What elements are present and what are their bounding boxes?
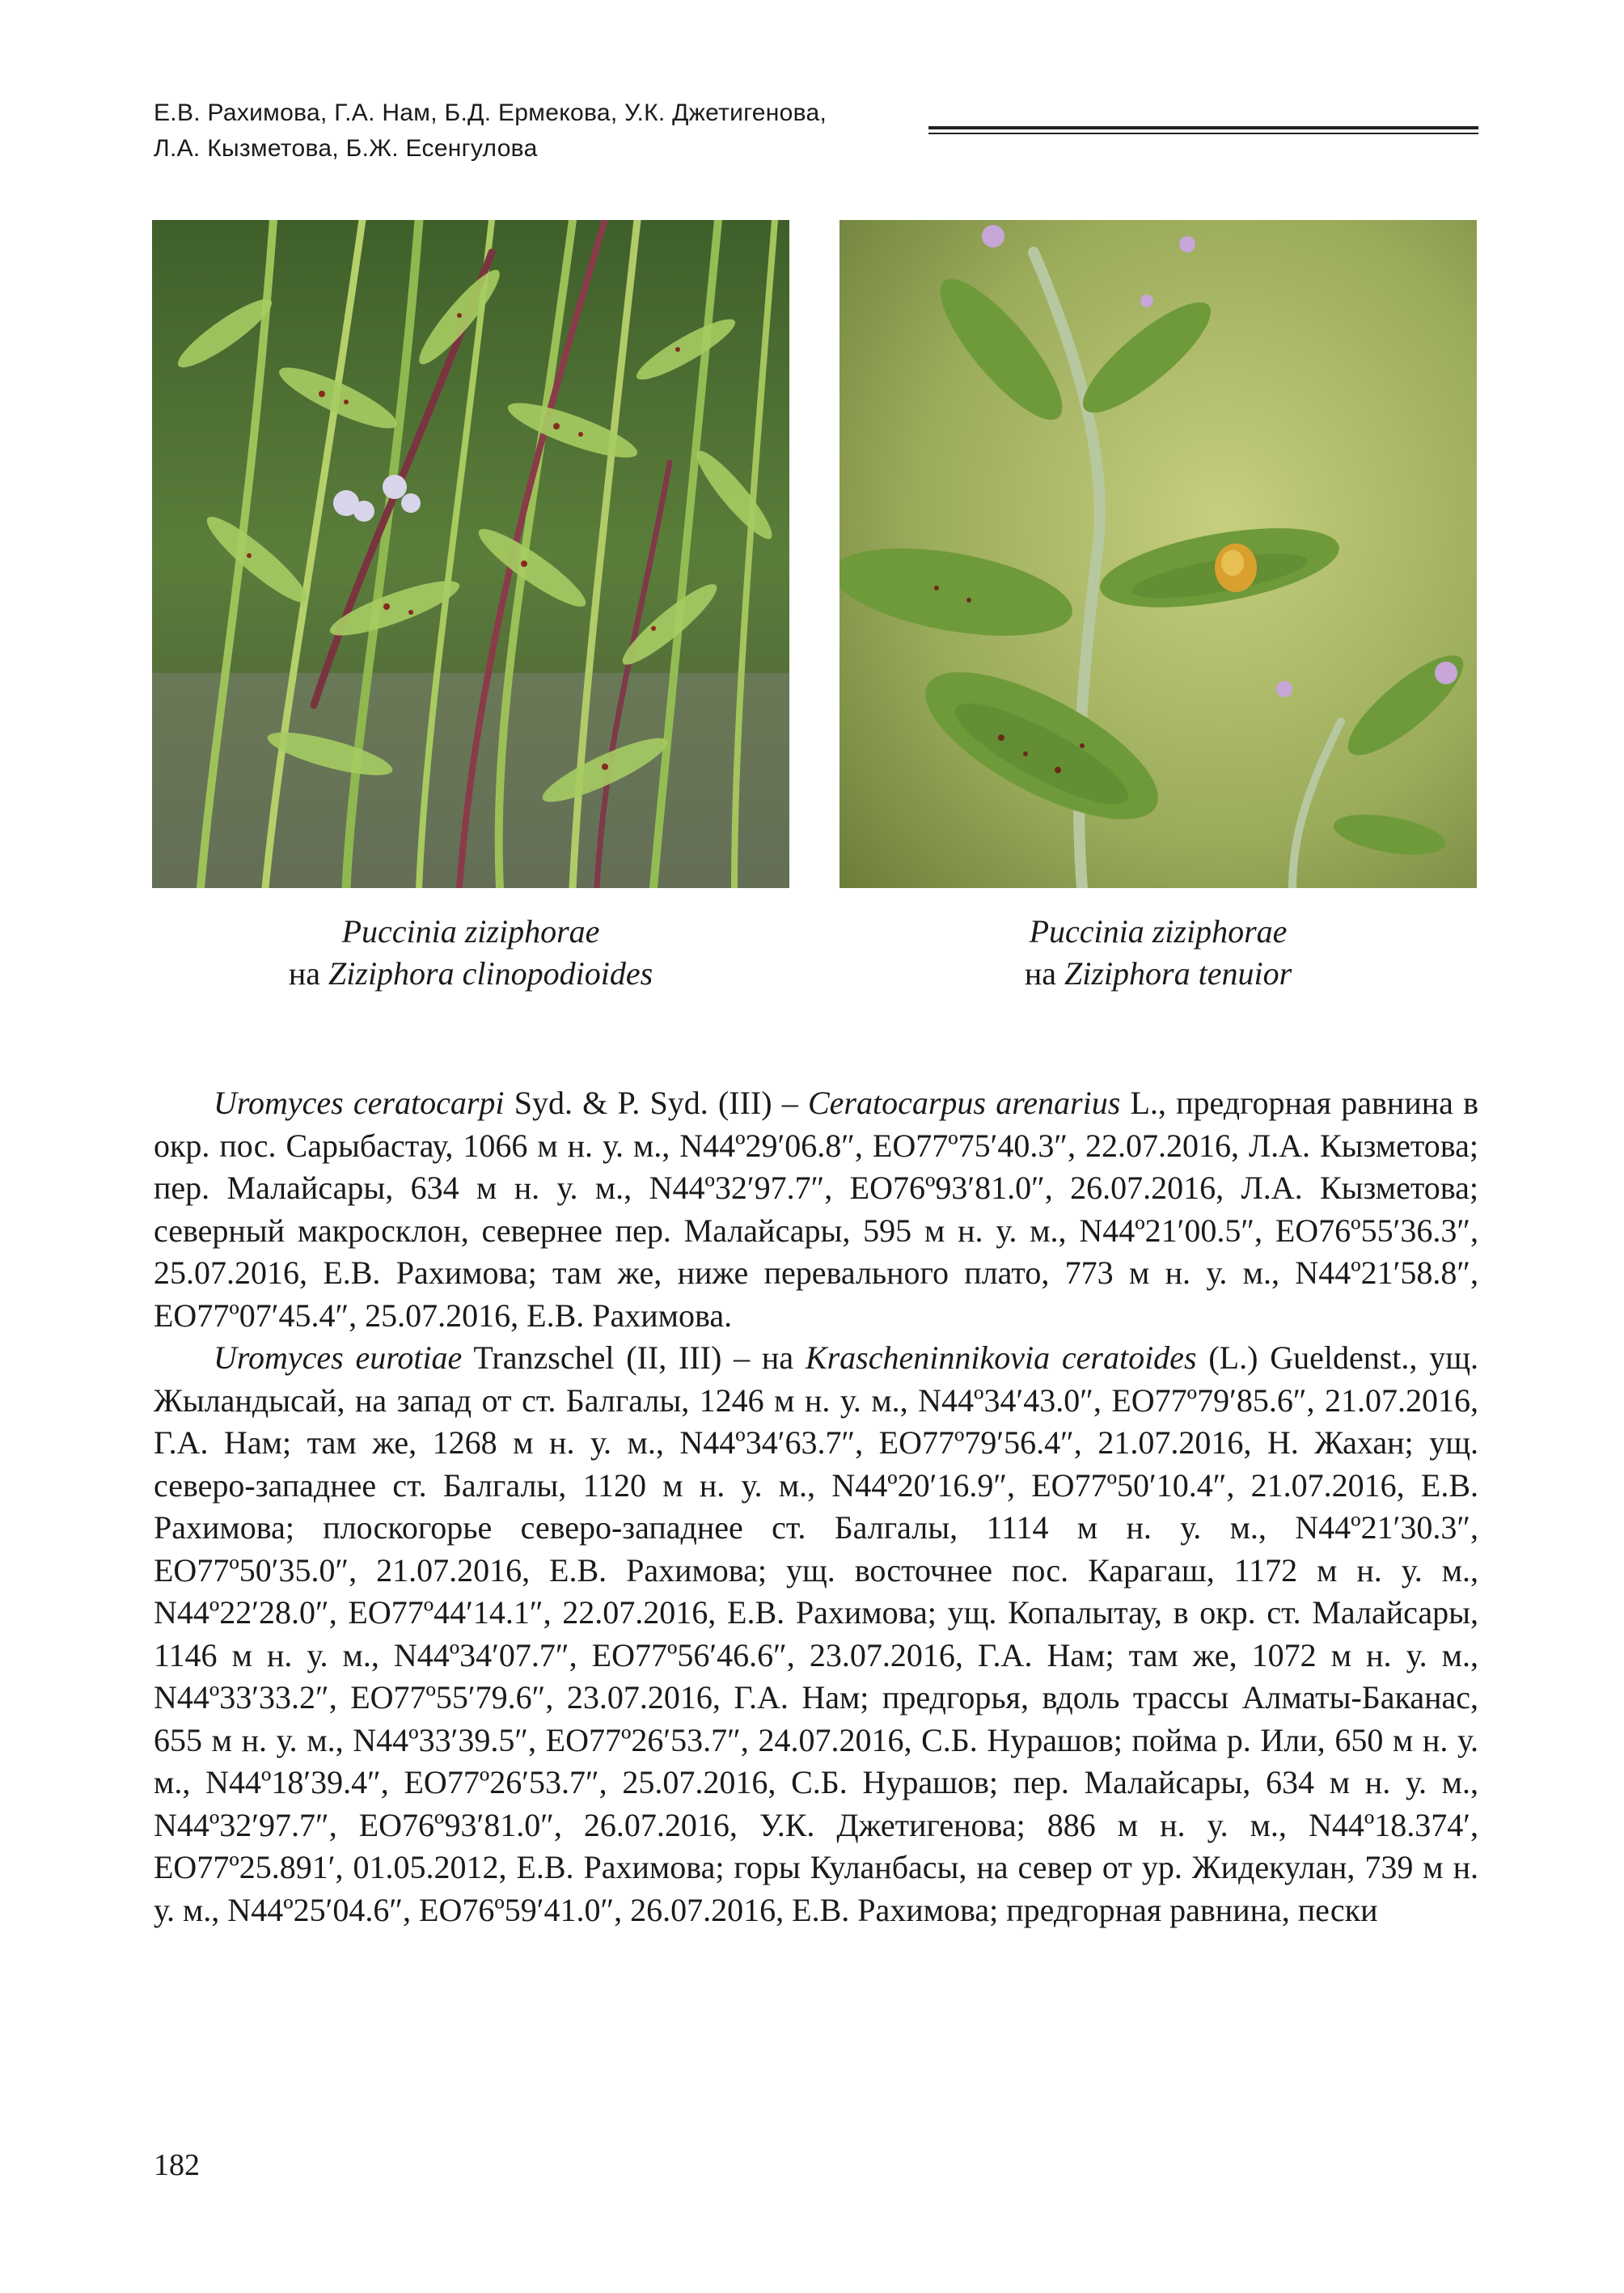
caption-species: Puccinia ziziphorae <box>1029 913 1288 950</box>
photo-ziziphora-clinopodioides <box>152 220 789 888</box>
host-name: Ceratocarpus arenarius <box>807 1085 1121 1121</box>
caption-preposition: на <box>288 955 321 992</box>
photo-ziziphora-tenuior <box>839 220 1477 888</box>
header-rule <box>928 126 1478 134</box>
header-authors-line2: Л.А. Кызметова, Б.Ж. Есенгулова <box>154 135 538 162</box>
paragraph-uromyces-eurotiae <box>154 1337 1478 1931</box>
article-body <box>154 1082 1478 1931</box>
host-name: Krascheninnikovia ceratoides <box>805 1339 1197 1376</box>
header-authors-line1: Е.В. Рахимова, Г.А. Нам, Б.Д. Ермекова, У.К. Джетигенова, <box>154 99 827 126</box>
running-header <box>154 95 898 167</box>
caption-host: Ziziphora clinopodioides <box>328 955 653 992</box>
paragraph-uromyces-ceratocarpi <box>154 1082 1478 1337</box>
page-number: 182 <box>154 2148 200 2182</box>
figure-caption-right <box>839 911 1477 995</box>
caption-species: Puccinia ziziphorae <box>341 913 600 950</box>
paragraph-text: L., предгорная равнина в окр. пос. Сарыбастау, 1066 м н. у. м., N44º29′06.8″, ЕО77º75′40.3″, 22.07.2016, Л.А. Кызметова; пер. Малайсары, 634 м н. у. м., N44º32′97.7″, ЕО76º93′81.0″, 26.07.2016, Л.А. Кызметова; северный макросклон, севернее пер. Малайсары, 595 м н. у. м., N44º21′00.5″, ЕО76º55′36.3″, 25.07.2016, Е.В. Рахимова; там же, ниже перевального плато, 773 м н. у. м., N44º21′58.8″, ЕО77º07′45.4″, 25.07.2016, Е.В. Рахимова. <box>154 1085 1478 1334</box>
taxon-authority: Tranzschel (II, III) – на <box>462 1339 806 1376</box>
caption-preposition: на <box>1024 955 1056 992</box>
taxon-authority: Syd. & P. Syd. (III) – <box>504 1085 808 1121</box>
caption-host: Ziziphora tenuior <box>1064 955 1292 992</box>
taxon-name: Uromyces eurotiae <box>214 1339 463 1376</box>
figure-caption-left <box>152 911 789 995</box>
paragraph-text: (L.) Gueldenst., ущ. Жыландысай, на запад от ст. Балгалы, 1246 м н. у. м., N44º34′43.0″, ЕО77º79′85.6″, 21.07.2016, Г.А. Нам; там же, 1268 м н. у. м., N44º34′63.7″, ЕО77º79′56.4″, 21.07.2016, Н. Жахан; ущ. северо-западнее ст. Балгалы, 1120 м н. у. м., N44º20′16.9″, ЕО77º50′10.4″, 21.07.2016, Е.В. Рахимова; плоскогорье северо-западнее ст. Балгалы, 1114 м н. у. м., N44º21′30.3″, ЕО77º50′35.0″, 21.07.2016, Е.В. Рахимова; ущ. восточнее пос. Карагаш, 1172 м н. у. м., N44º22′28.0″, ЕО77º44′14.1″, 22.07.2016, Е.В. Рахимова; ущ. Копалытау, в окр. ст. Малайсары, 1146 м н. у. м., N44º34′07.7″, ЕО77º56′46.6″, 23.07.2016, Г.А. Нам; там же, 1072 м н. у. м., N44º33′33.2″, ЕО77º55′79.6″, 23.07.2016, Г.А. Нам; предгорья, вдоль трассы Алматы-Баканас, 655 м н. у. м., N44º33′39.5″, ЕО77º26′53.7″, 24.07.2016, С.Б. Нурашов; пойма р. Или, 650 м н. у. м., N44º18′39.4″, ЕО77º26′53.7″, 25.07.2016, С.Б. Нурашов; пер. Малайсары, 634 м н. у. м., N44º32′97.7″, ЕО76º93′81.0″, 26.07.2016, У.К. Джетигенова; 886 м н. у. м., N44º18.374′, ЕО77º25.891′, 01.05.2012, Е.В. Рахимова; горы Куланбасы, на север от ур. Жидекулан, 739 м н. у. м., N44º25′04.6″, ЕО76º59′41.0″, 26.07.2016, Е.В. Рахимова; предгорная равнина, пески <box>154 1339 1479 1928</box>
taxon-name: Uromyces ceratocarpi <box>214 1085 505 1121</box>
